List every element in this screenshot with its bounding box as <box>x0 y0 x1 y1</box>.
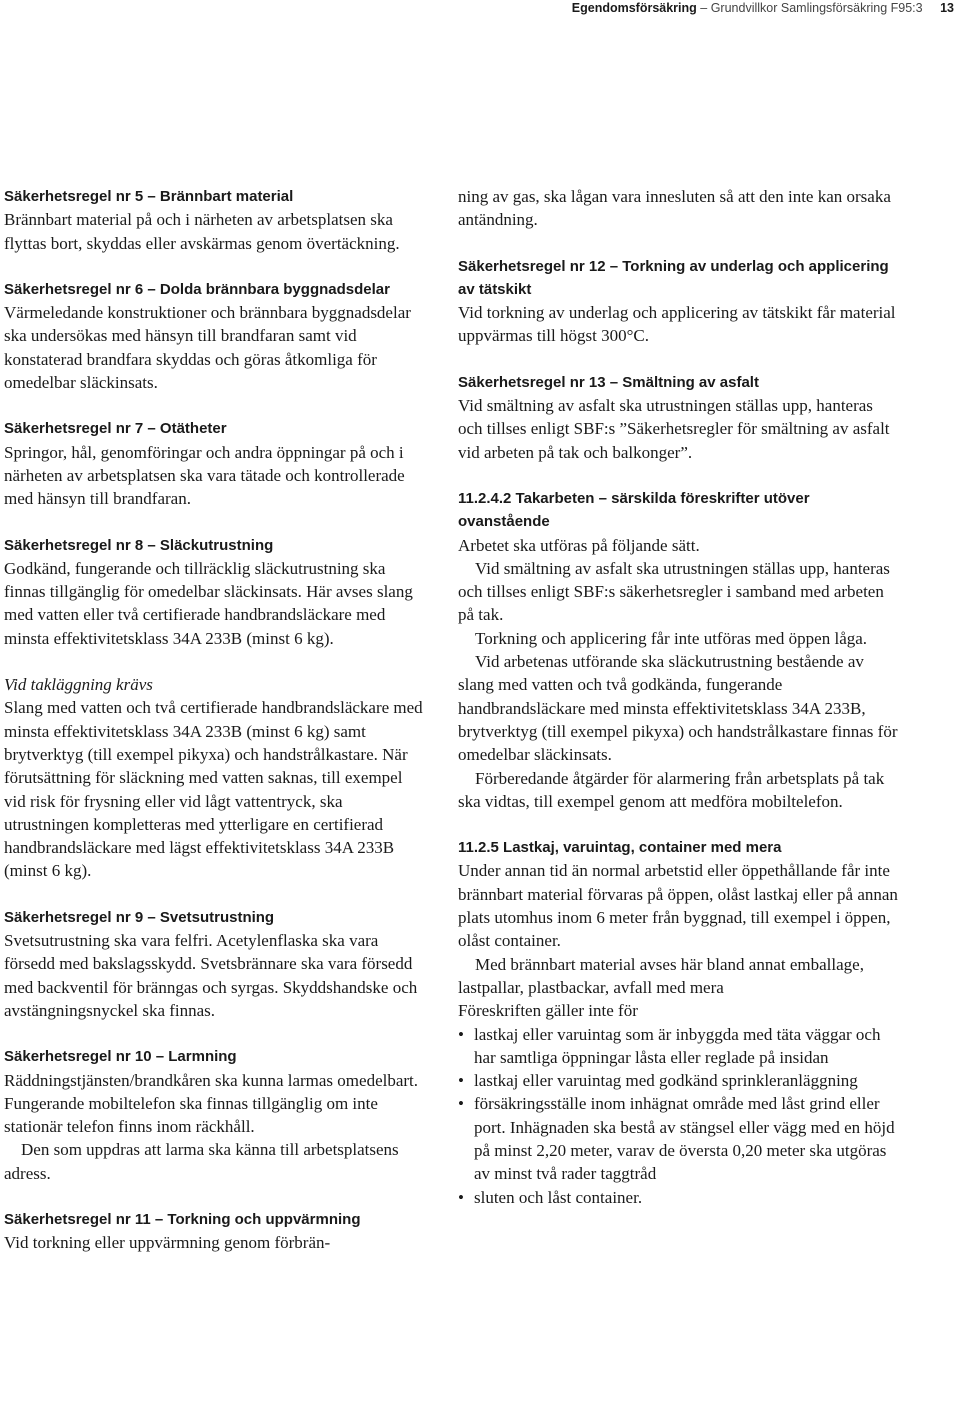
section-11-2-4-2-p3: Torkning och applicering får inte utföras med öppen låga. <box>475 628 868 648</box>
section-11-2-4-2-p2: Vid smältning av asfalt ska utrustningen ställas upp, hanteras och tillses enligt SBF:s säkerhetsregler i samband med arbeten på tak. <box>458 558 890 625</box>
rule-11-heading: Säkerhetsregel nr 11 – Torkning och uppvärmning <box>4 1210 361 1228</box>
rule-8 <box>4 534 424 650</box>
rule-5-heading: Säkerhetsregel nr 5 – Brännbart material <box>4 188 294 205</box>
rule-5-text: Brännbart material på och i närheten av arbetsplatsen ska flyttas bort, skyddas eller avskärmas genom övertäckning. <box>4 210 400 253</box>
rule-11-text: Vid torkning eller uppvärmning genom förbrän- <box>4 1233 331 1253</box>
rule-12 <box>458 255 898 348</box>
list-item: • sluten och låst container. <box>458 1186 898 1209</box>
header-title: Egendomsförsäkring <box>571 1 697 15</box>
header-subtitle: – Grundvillkor Samlingsförsäkring F95:3 <box>700 1 923 15</box>
rule-9 <box>4 906 424 1022</box>
rule-12-heading: Säkerhetsregel nr 12 – Torkning av underlag och applicering av tätskikt <box>458 257 889 298</box>
section-11-2-5-p3: Föreskriften gäller inte för <box>458 1001 638 1021</box>
section-11-2-5-p2: Med brännbart material avses här bland annat emballage, lastpallar, plastbackar, avfall med mera <box>458 954 864 997</box>
section-11-2-4-2-p1: Arbetet ska utföras på följande sätt. <box>458 535 700 555</box>
list-item: • lastkaj eller varuintag med godkänd sprinkleranläggning <box>458 1069 898 1092</box>
exception-list <box>458 1023 898 1209</box>
section-11-2-5 <box>458 836 898 1209</box>
rule-6-heading: Säkerhetsregel nr 6 – Dolda brännbara byggnadsdelar <box>4 280 390 298</box>
section-11-2-4-2-heading: 11.2.4.2 Takarbeten – särskilda föreskrifter utöver ovanstående <box>458 489 810 531</box>
rule-13-heading: Säkerhetsregel nr 13 – Smältning av asfalt <box>458 373 759 391</box>
rule-10 <box>4 1045 424 1185</box>
rule-10-heading: Säkerhetsregel nr 10 – Larmning <box>4 1048 237 1066</box>
roofing-heading: Vid takläggning krävs <box>4 675 153 695</box>
rule-6-text: Värmeledande konstruktioner och brännbara byggnadsdelar ska undersökas med hänsyn till brandfaran samt vid konstaterad brandfara skyddas och göras åtkomliga för omedelbar släckinsats. <box>4 303 411 393</box>
rule-10-text: Räddningstjänsten/brandkåren ska kunna larmas omedelbart. Fungerande mobiltelefon ska finnas tillgänglig om inte stationär telefon finns inom räckhåll. <box>4 1070 419 1137</box>
rule-6 <box>4 278 424 394</box>
rule-13 <box>458 371 898 464</box>
right-column <box>458 185 898 1232</box>
page-number: 13 <box>940 1 954 15</box>
roofing-text: Slang med vatten och två certifierade handbrandsläckare med minsta effektivitetsklass 34A 233B (minst 6 kg) samt brytverktyg (till exempel pikyxa) och handstrålkastare. När förutsättning för släckning med vatten saknas, till exempel vid risk för frysning eller vid lågt vattentryck, ska utrustningen kompletteras med ytterligare en certifierad handbrandsläckare med lägst effektivitetsklass 34A 233B (minst 6 kg). <box>4 698 423 881</box>
rule-11 <box>4 1208 424 1255</box>
list-item: • lastkaj eller varuintag som är inbyggda med täta väggar och har samtliga öppningar låsta eller reglade på insidan <box>458 1023 898 1070</box>
left-column <box>4 185 424 1278</box>
rule-11-continued-text: ning av gas, ska lågan vara innesluten så att den inte kan orsaka antändning. <box>458 187 891 230</box>
rule-9-heading: Säkerhetsregel nr 9 – Svetsutrustning <box>4 908 275 926</box>
page-header <box>572 0 954 16</box>
rule-8-text: Godkänd, fungerande och tillräcklig släckutrustning ska finnas tillgänglig för omedelbar släckinsats. Här avses slang med vatten eller två certifierade handbrandsläckare med minsta effektivitetsklass 34A 233B (minst 6 kg). <box>4 558 413 648</box>
section-11-2-4-2-p5: Förberedande åtgärder för alarmering från arbetsplats på tak ska vidtas, till exempel genom att medföra mobiltelefon. <box>458 768 885 811</box>
rule-11-continued <box>458 185 898 232</box>
rule-5 <box>4 185 424 255</box>
section-11-2-4-2 <box>458 487 898 813</box>
rule-13-text: Vid smältning av asfalt ska utrustningen ställas upp, hanteras och tillses enligt SBF:s ”Säkerhetsregler för smältning av asfalt vid arbeten på tak och balkonger”. <box>458 396 890 462</box>
rule-12-text: Vid torkning av underlag och applicering av tätskikt får material uppvärmas till högst 300°C. <box>458 303 896 346</box>
section-11-2-5-p1: Under annan tid än normal arbetstid eller öppethållande får inte brännbart material förvaras på öppen, olåst lastkaj eller på annan plats utomhus inom 6 meter från byggnad, till exempel i öppen, olåst container. <box>458 861 898 951</box>
section-11-2-5-heading: 11.2.5 Lastkaj, varuintag, container med mera <box>458 839 782 857</box>
section-11-2-4-2-p4: Vid arbetenas utförande ska släckutrustning bestående av slang med vatten och två godkända, fungerande handbrandsläckare med minsta effektivitetsklass 34A 233B, brytverktyg (till exempel pikyxa) och handstrålkastare finnas för omedelbar släckinsats. <box>458 652 898 765</box>
rule-9-text: Svetsutrustning ska vara felfri. Acetylenflaska ska vara försedd med bakslagsskydd. Svetsbrännare ska vara försedd med backventil för bränngas och syrgas. Skyddshandske och avstängningsnyckel ska finnas. <box>4 931 418 1020</box>
rule-10-text-2: Den som uppdras att larma ska känna till arbetsplatsens adress. <box>4 1140 399 1183</box>
list-item: • försäkringsställe inom inhägnat område med låst grind eller port. Inhägnaden ska bestå av stängsel eller vägg med en höjd på minst 2,20 meter, varav de översta 0,20 meter ska utgöras av minst två rader taggtråd <box>458 1092 898 1185</box>
rule-7-heading: Säkerhetsregel nr 7 – Otätheter <box>4 420 227 438</box>
rule-7 <box>4 417 424 510</box>
rule-7-text: Springor, hål, genomföringar och andra öppningar på och i närheten av arbetsplatsen ska vara tätade och kontrollerade med hänsyn till brandfaran. <box>4 442 405 509</box>
roofing-requirements <box>4 673 424 883</box>
rule-8-heading: Säkerhetsregel nr 8 – Släckutrustning <box>4 536 274 554</box>
